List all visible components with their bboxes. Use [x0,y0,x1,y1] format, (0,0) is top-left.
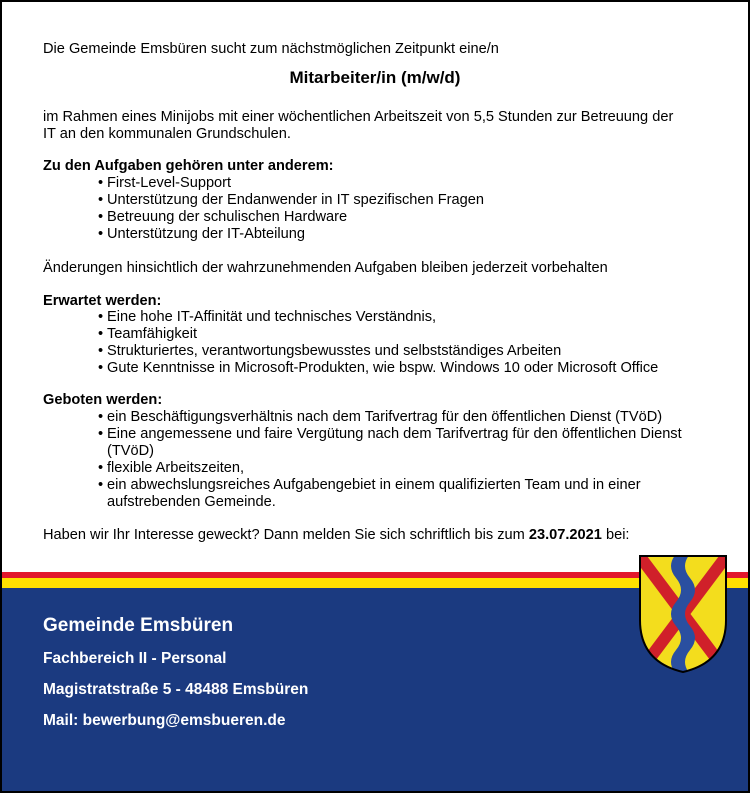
list-item: • Unterstützung der IT-Abteilung [98,226,305,242]
yellow-stripe [2,578,748,588]
list-item: • Eine hohe IT-Affinität und technisches Verständnis, [98,309,437,325]
list-item: • flexible Arbeitszeiten, [98,460,245,476]
list-item: • Eine angemessene und faire Vergütung nach dem Tarifvertrag für den öffentlichen Dienst [98,426,682,442]
list-item: • ein Beschäftigungsverhältnis nach dem Tarifvertrag für den öffentlichen Dienst (TVöD) [98,409,663,425]
list-item-continuation: aufstrebenden Gemeinde. [107,494,276,510]
description-line: IT an den kommunalen Grundschulen. [43,126,291,142]
mail-contact: Mail: bewerbung@emsbueren.de [43,712,286,729]
expected-heading: Erwartet werden: [43,293,162,309]
department: Fachbereich II - Personal [43,650,227,667]
list-item: • ein abwechslungsreiches Aufgabengebiet in einem qualifizierten Team und in einer [98,477,641,493]
list-item: • Gute Kenntnisse in Microsoft-Produkten, wie bspw. Windows 10 oder Microsoft Office [98,360,659,376]
deadline-date: 23.07.2021 [528,527,602,543]
intro-text: Die Gemeinde Emsbüren sucht zum nächstmöglichen Zeitpunkt eine/n [43,41,499,57]
list-item: • Betreuung der schulischen Hardware [98,209,348,225]
org-name: Gemeinde Emsbüren [43,615,234,636]
footer-banner [2,572,748,791]
coat-of-arms-icon [638,554,728,674]
list-item-continuation: (TVöD) [107,443,155,459]
list-item: • Unterstützung der Endanwender in IT spezifischen Fragen [98,192,484,208]
list-item: • Teamfähigkeit [98,326,198,342]
closing-text: Haben wir Ihr Interesse geweckt? Dann melden Sie sich schriftlich bis zum 23.07.2021 bei: [43,527,630,543]
offered-heading: Geboten werden: [43,392,163,408]
address: Magistratstraße 5 - 48488 Emsbüren [43,681,309,698]
description-line: im Rahmen eines Minijobs mit einer wöchentlichen Arbeitszeit von 5,5 Stunden zur Betreuung der [43,109,674,125]
changes-note: Änderungen hinsichtlich der wahrzunehmenden Aufgaben bleiben jederzeit vorbehalten [43,260,608,276]
job-title: Mitarbeiter/in (m/w/d) [289,68,461,87]
tasks-heading: Zu den Aufgaben gehören unter anderem: [43,158,334,174]
list-item: • First-Level-Support [98,175,232,191]
list-item: • Strukturiertes, verantwortungsbewusstes und selbstständiges Arbeiten [98,343,562,359]
